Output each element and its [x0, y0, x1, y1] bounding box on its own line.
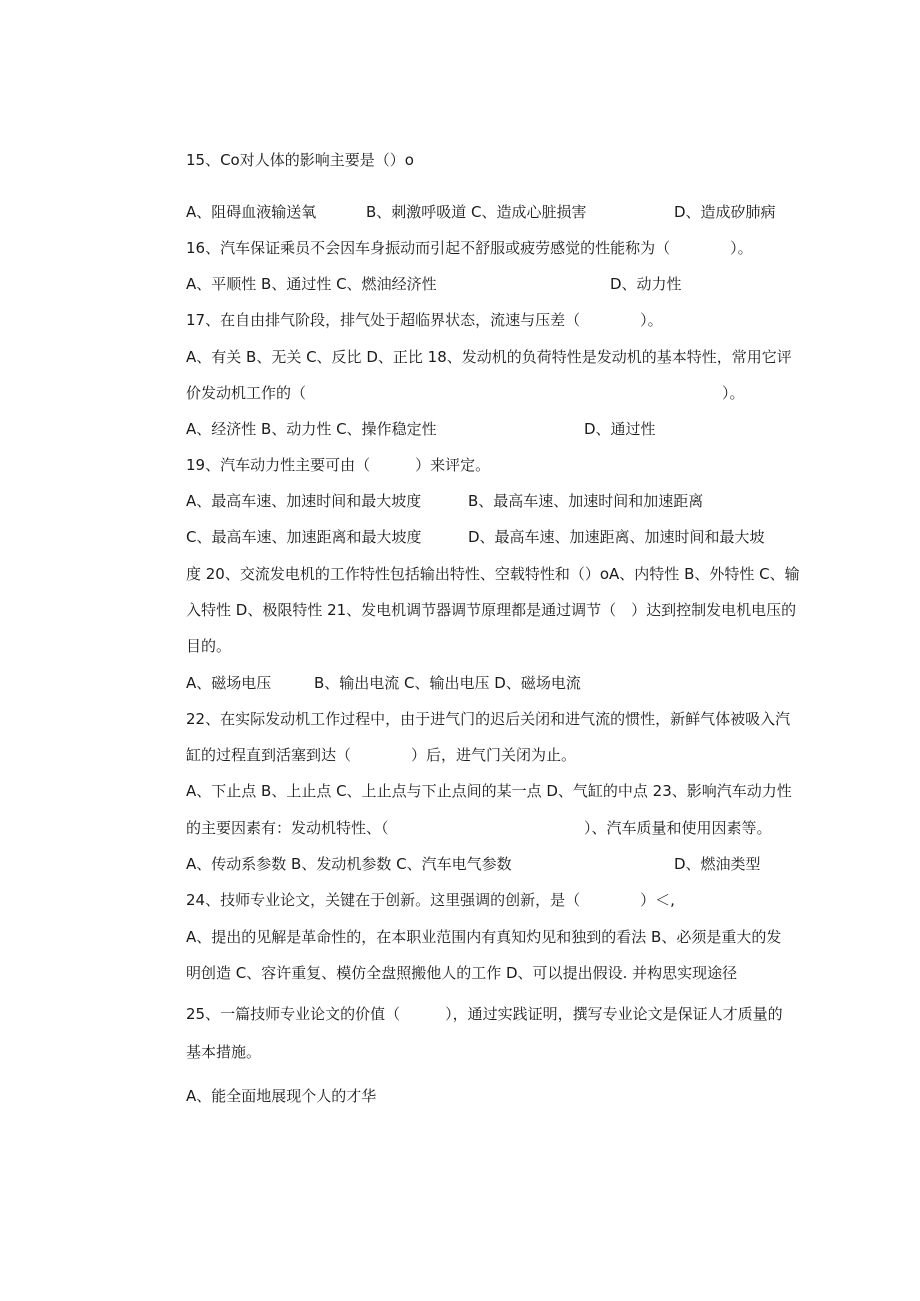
option-19-b: B、最高车速、加速时间和加速距离 [468, 492, 704, 510]
question-25-text-end: 基本措施。 [186, 1043, 262, 1061]
question-16-text: 16、汽车保证乘员不会因车身振动而引起不舒服或疲劳感觉的性能称为（ ）。 [186, 239, 753, 257]
question-23-text-end: ）、汽车质量和使用因素等。 [584, 819, 772, 837]
question-25-option-a [186, 1086, 377, 1146]
question-17-text: 17、在自由排气阶段，排气处于超临界状态，流速与压差（ ）。 [186, 311, 663, 329]
option-21-a: A、磁场电压 [186, 674, 272, 692]
option-19-a: A、最高车速、加速时间和最大坡度 [186, 492, 422, 510]
question-22-text: 22、在实际发动机工作过程中，由于进气门的迟后关闭和进气流的惯性，新鲜气体被吸入汽 [186, 710, 791, 728]
question-25-text: 25、一篇技师专业论文的价值（ ），通过实践证明，撰写专业论文是保证人才质量的 [186, 1005, 783, 1023]
question-18-text-end: 价发动机工作的（ [186, 384, 307, 402]
option-16-abc: A、平顺性 B、通过性 C、燃油经济性 [186, 275, 437, 293]
question-18-bracket-close: ）。 [722, 384, 745, 402]
option-15-bc: B、刺激呼吸道 C、造成心脏损害 [366, 203, 587, 221]
option-16-d: D、动力性 [610, 275, 682, 293]
question-20-text: 度 20、交流发电机的工作特性包括输出特性、空载特性和（）oA、内特性 B、外特性 C、输 [186, 565, 800, 583]
option-24-bcd: 明创造 C、容许重复、模仿全盘照搬他人的工作 D、可以提出假设. 并构思实现途径 [186, 964, 738, 982]
question-15 [186, 150, 414, 210]
option-19-c: C、最高车速、加速距离和最大坡度 [186, 528, 422, 546]
question-21-text-end: 目的。 [186, 637, 232, 655]
question-15-text: 15、Co对人体的影响主要是（）o [186, 151, 414, 169]
option-23-d: D、燃油类型 [674, 855, 761, 873]
option-18-d: D、通过性 [584, 420, 656, 438]
option-22-and-question-23: A、下止点 B、上止点 C、上止点与下止点间的某一点 D、气缸的中点 23、影响汽车动力性 [186, 782, 792, 800]
question-21-text: 入特性 D、极限特性 21、发电机调节器调节原理都是通过调节（ ）达到控制发电机电压的 [186, 601, 797, 619]
option-15-a: A、阻碍血液输送氧 [186, 203, 317, 221]
option-25-a: A、能全面地展现个人的才华 [186, 1087, 377, 1105]
option-21-bcd: B、输出电流 C、输出电压 D、磁场电流 [314, 674, 581, 692]
question-24-text: 24、技师专业论文，关键在于创新。这里强调的创新，是（ ）＜, [186, 891, 675, 909]
option-19-d: D、最高车速、加速距离、加速时间和最大坡 [468, 528, 765, 546]
question-23-text: 的主要因素有：发动机特性、（ [186, 819, 389, 837]
option-15-d: D、造成矽肺病 [674, 203, 776, 221]
option-23-abc: A、传动系参数 B、发动机参数 C、汽车电气参数 [186, 855, 512, 873]
option-17-and-question-18: A、有关 B、无关 C、反比 D、正比 18、发动机的负荷特性是发动机的基本特性，常用它评 [186, 348, 792, 366]
option-18-abc: A、经济性 B、动力性 C、操作稳定性 [186, 420, 437, 438]
question-22-text-end: 缸的过程直到活塞到达（ ）后，进气门关闭为止。 [186, 746, 577, 764]
option-24-ab: A、提出的见解是革命性的，在本职业范围内有真知灼见和独到的看法 B、必须是重大的发 [186, 928, 782, 946]
question-19-text: 19、汽车动力性主要可由（ ）来评定。 [186, 456, 491, 474]
